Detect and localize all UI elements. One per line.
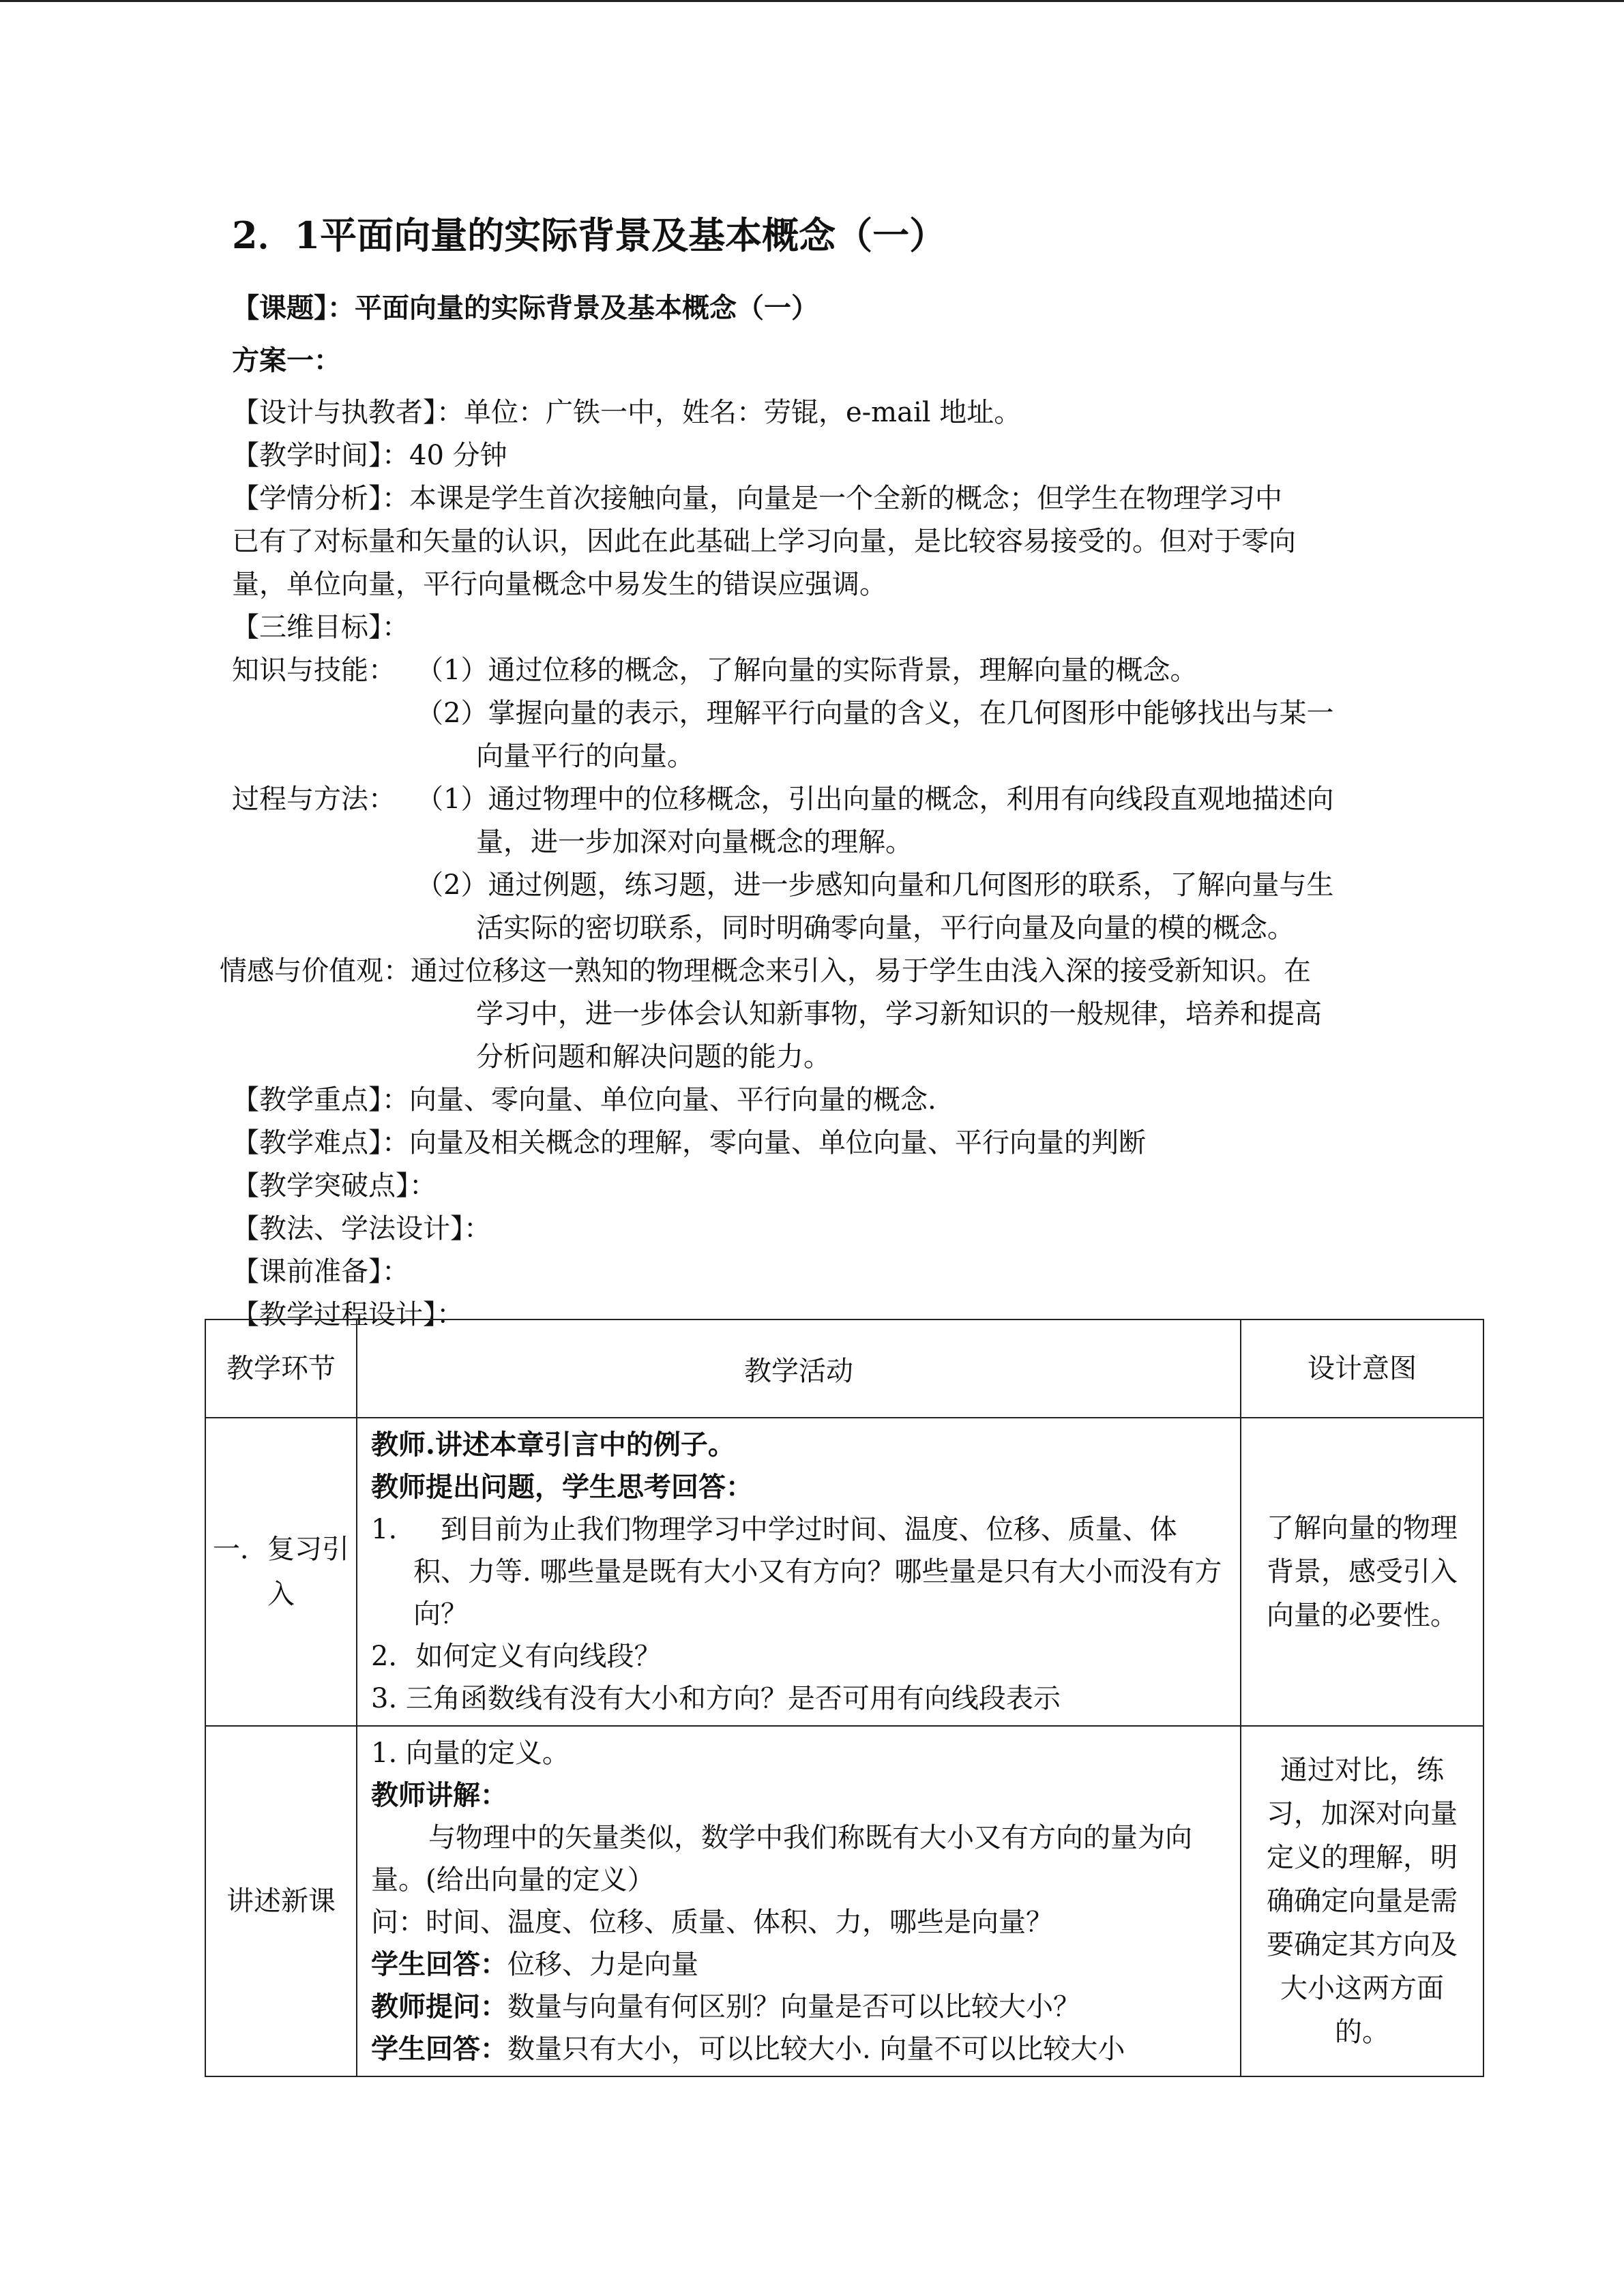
knowledge-label: 知识与技能：	[232, 655, 396, 687]
key-points-line	[232, 1079, 1432, 1122]
teacher-question	[371, 1986, 1226, 2028]
process-label: 过程与方法：	[232, 784, 396, 816]
analysis-text-1: 本课是学生首次接触向量，向量是一个全新的概念；但学生在物理学习中	[409, 483, 1282, 515]
teacher-question-text: 数量与向量有何区别？向量是否可以比较大小？	[507, 1991, 1080, 2023]
breakthrough-line: 【教学突破点】：	[232, 1170, 437, 1202]
question-1-number: 1.	[371, 1514, 398, 1545]
teaching-process-table	[205, 1319, 1484, 2077]
question-line: 问：时间、温度、位移、质量、体积、力，哪些是向量？	[371, 1907, 1053, 1938]
teacher-question-label: 教师提问：	[371, 1991, 507, 2023]
topic-value: 平面向量的实际背景及基本概念（一）	[355, 292, 818, 325]
stage-cell: 讲述新课	[205, 1726, 357, 2076]
time-value: 40 分钟	[409, 440, 507, 472]
emotion-label: 情感与价值观：	[220, 955, 411, 987]
knowledge-2b: 向量平行的向量。	[476, 741, 694, 773]
process-line-1	[232, 778, 1432, 821]
student-answer-2	[371, 2028, 1226, 2070]
header-activity: 教学活动	[357, 1320, 1241, 1418]
student-answer-2-label: 学生回答：	[371, 2033, 507, 2065]
intro-line-1: 教师.讲述本章引言中的例子。	[371, 1429, 735, 1461]
process-2b: 活实际的密切联系，同时明确零向量，平行向量及向量的模的概念。	[476, 912, 1295, 944]
student-answer-2-text: 数量只有大小，可以比较大小. 向量不可以比较大小	[507, 2033, 1125, 2065]
item-1: 1. 向量的定义。	[371, 1738, 570, 1769]
difficulties-line	[232, 1122, 1432, 1165]
difficulties-value: 向量及相关概念的理解，零向量、单位向量、平行向量的判断	[409, 1127, 1146, 1159]
designer-value: 单位：广铁一中，姓名：劳锟，e-mail 地址。	[464, 397, 1022, 429]
goals-heading: 【三维目标】：	[232, 612, 409, 644]
top-rule	[0, 0, 1624, 2]
analysis-label: 【学情分析】：	[232, 483, 409, 515]
topic-label: 【课题】：	[232, 292, 355, 325]
emotion-b: 学习中，进一步体会认知新事物，学习新知识的一般规律，培养和提高	[476, 998, 1322, 1030]
prep-line: 【课前准备】：	[232, 1256, 409, 1288]
stage-cell: 一．复习引入	[205, 1418, 357, 1726]
knowledge-1: （1）通过位移的概念，了解向量的实际背景，理解向量的概念。	[416, 655, 1198, 687]
question-2: 2．如何定义有向线段？	[371, 1641, 662, 1672]
table-row	[205, 1726, 1483, 2076]
methods-line: 【教法、学法设计】：	[232, 1213, 491, 1245]
time-label: 【教学时间】：	[232, 440, 409, 472]
emotion-line-1	[220, 950, 1432, 993]
teacher-explain-text: 与物理中的矢量类似，数学中我们称既有大小又有方向的量为向量。(给出向量的定义）	[371, 1822, 1192, 1896]
header-intent: 设计意图	[1241, 1320, 1483, 1418]
process-2a: （2）通过例题，练习题，进一步感知向量和几何图形的联系，了解向量与生	[416, 869, 1334, 901]
knowledge-2a: （2）掌握向量的表示，理解平行向量的含义，在几何图形中能够找出与某一	[416, 698, 1334, 730]
emotion-a: 通过位移这一熟知的物理概念来引入，易于学生由浅入深的接受新知识。在	[411, 955, 1311, 987]
time-line	[232, 434, 1432, 477]
emotion-c: 分析问题和解决问题的能力。	[476, 1041, 831, 1073]
process-design-line: 【教学过程设计】：	[232, 1299, 464, 1331]
page-title: 2．1平面向量的实际背景及基本概念（一）	[232, 213, 947, 257]
process-1a: （1）通过物理中的位移概念，引出向量的概念，利用有向线段直观地描述向	[416, 784, 1334, 816]
intro-line-2: 教师提出问题，学生思考回答：	[371, 1471, 753, 1503]
question-1-text: 到目前为止我们物理学习中学过时间、温度、位移、质量、体积、力等. 哪些量是既有大小又有方向？哪些量是只有大小而没有方向？	[413, 1514, 1222, 1630]
intent-cell: 了解向量的物理背景，感受引入向量的必要性。	[1241, 1418, 1483, 1726]
topic-line	[232, 286, 1432, 329]
key-points-label: 【教学重点】：	[232, 1084, 409, 1116]
table-header-row	[205, 1320, 1483, 1418]
analysis-line-1	[232, 477, 1432, 520]
knowledge-line-1	[232, 649, 1432, 692]
student-answer-1	[371, 1943, 1226, 1986]
difficulties-label: 【教学难点】：	[232, 1127, 409, 1159]
analysis-line-2: 已有了对标量和矢量的认识，因此在此基础上学习向量，是比较容易接受的。但对于零向	[232, 526, 1296, 558]
student-answer-1-text: 位移、力是向量	[507, 1949, 698, 1980]
document-body	[220, 211, 1432, 1337]
process-1b: 量，进一步加深对向量概念的理解。	[476, 826, 913, 859]
plan-heading: 方案一：	[232, 344, 341, 377]
activity-cell	[357, 1726, 1241, 2076]
header-stage: 教学环节	[205, 1320, 357, 1418]
intent-cell: 通过对比，练习，加深对向量定义的理解，明确确定向量是需要确定其方向及大小这两方面的。	[1241, 1726, 1483, 2076]
designer-line	[232, 391, 1432, 434]
question-1	[371, 1508, 1226, 1635]
key-points-value: 向量、零向量、单位向量、平行向量的概念.	[409, 1084, 936, 1116]
question-3: 3. 三角函数线有没有大小和方向？是否可用有向线段表示	[371, 1683, 1061, 1714]
designer-label: 【设计与执教者】：	[232, 397, 464, 429]
activity-cell	[357, 1418, 1241, 1726]
analysis-line-3: 量，单位向量，平行向量概念中易发生的错误应强调。	[232, 569, 887, 601]
table-row	[205, 1418, 1483, 1726]
student-answer-1-label: 学生回答：	[371, 1948, 507, 1980]
teacher-explain-label: 教师讲解：	[371, 1779, 507, 1811]
